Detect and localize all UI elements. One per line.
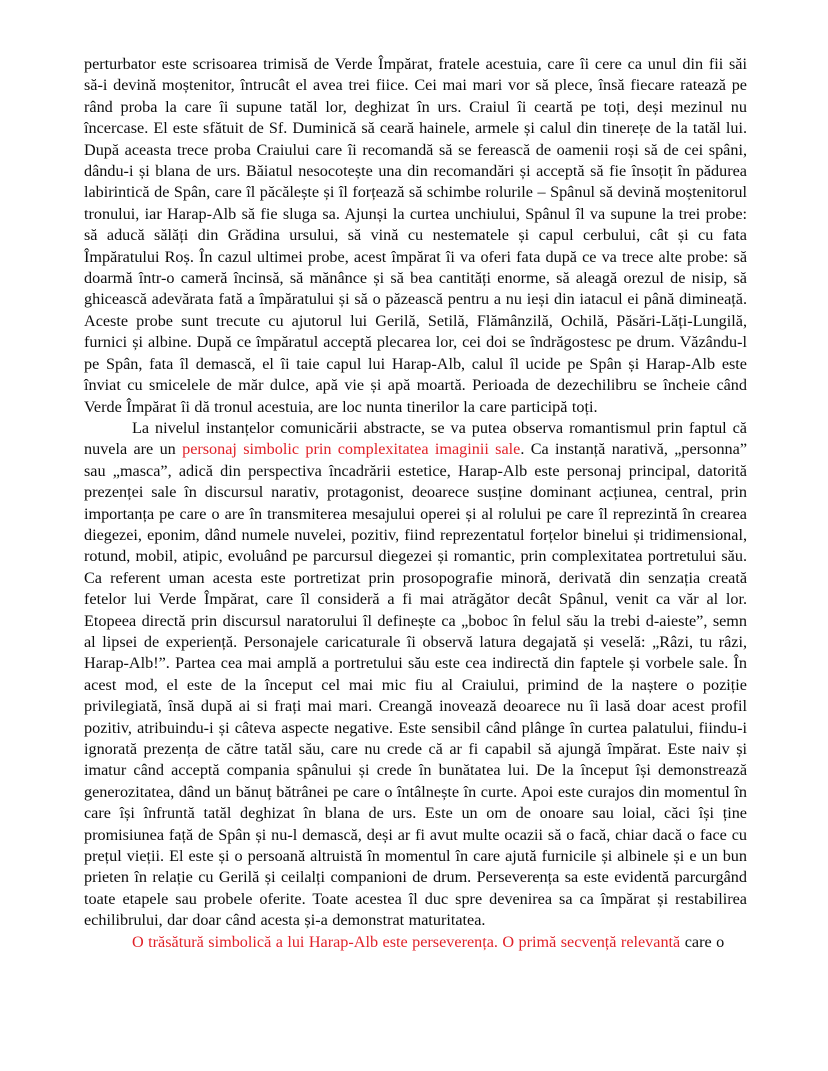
paragraph: [84, 932, 747, 953]
paragraph: [84, 54, 747, 418]
body-text: . Ca instanță narativă, „personna” sau „masca”, adică din perspectiva încadrării estetice, Harap-Alb este personaj principal, datorită prezenței sale în discursul narativ, protagonist, deoarece susține dominant acțiunea, central, prin importanța pe care o are în transmiterea mesajului operei și al rolului pe care îl reprezintă în crearea diegezei, eponim, dând numele nuvelei, pozitiv, fiind reprezentatul forțelor binelui și tridimensional, rotund, mobil, atipic, evoluând pe parcursul diegezei și romantic, prin complexitatea portretului său. Ca referent uman acesta este portretizat prin prosopografie minoră, derivată din senzația creată fetelor lui Verde Împărat, care îl consideră a fi mai atrăgător decât Spânul, venit ca văr al lor. Etopeea directă prin discursul naratorului îl definește ca „boboc în felul său la trebi d-aieste”, semn al lipsei de experiență. Personajele caricaturale îi observă latura degajată și veselă: „Râzi, tu râzi, Harap-Alb!”. Partea cea mai amplă a portretului său este cea indirectă din faptele și vorbele sale. În acest mod, el este de la început cel mai mic fiu al Craiului, primind de la naștere o poziție privilegiată, însă după ai si frați mai mari. Creangă inovează deoarece nu îi lasă doar acest profil pozitiv, atribuindu-i și câteva aspecte negative. Este sensibil când plânge în curtea palatului, fiindu-i ignorată prezența de către tatăl său, care nu crede că ar fi capabil să ajungă împărat. Este naiv și imatur când acceptă compania spânului și crede în bunătatea lui. De la început își demonstrează generozitatea, dând un bănuț bătrânei pe care o întâlnește în curte. Apoi este curajos din momentul în care își înfruntă tatăl deghizat în blana de urs. Este un om de onoare sau loial, căci își ține promisiunea față de Spân și nu-l demască, deși ar fi avut multe ocazii să o facă, chiar dacă o face cu prețul vieții. El este și o persoană altruistă în momentul în care ajută furnicile și albinele și e un bun prieten în relație cu Gerilă și ceilalți companioni de drum. Perseverența sa este evidentă parcurgând toate etapele sau probele oferite. Toate acestea îl duc spre devenirea sa ca împărat și restabilirea echilibrului, dar doar când acesta și-a demonstrat maturitatea.: [84, 440, 748, 930]
highlighted-text: O trăsătură simbolică a lui Harap-Alb este perseverența. O primă secvență relevantă: [132, 932, 681, 951]
paragraph: [84, 418, 747, 932]
body-text: perturbator este scrisoarea trimisă de Verde Împărat, fratele acestuia, care îi cere ca unul din fii săi să-i devină moștenitor, întrucât el avea trei fiice. Cei mai mari vor să plece, însă fiecare ratează pe rând proba la care îi supune tatăl lor, deghizat în urs. Craiul îi ceartă pe toți, deși mezinul nu încercase. El este sfătuit de Sf. Duminică să ceară hainele, armele și calul din tinerețe de la tatăl lui. După aceasta trece proba Craiului care îi recomandă să se ferească de oamenii roși să de cei spâni, dându-i și blana de urs. Băiatul nesocotește una din recomandări și acceptă să fie însoțit în pădurea labirintică de Spân, care îl păcălește și îl forțează să schimbe rolurile – Spânul să devină moștenitorul tronului, iar Harap-Alb să fie sluga sa. Ajunși la curtea unchiului, Spânul îl va supune la trei probe: să aducă sălăți din Grădina ursului, să vină cu nestematele și capul cerbului, cât și cu fata Împăratului Roș. În cazul ultimei probe, acest împărat îi va oferi fata după ce va trece alte probe: să doarmă într-o cameră încinsă, să mănânce și să bea cantități enorme, să aleagă orezul de nisip, să ghicească adevărata fată a împăratului și să o păzească pentru a nu ieși din iatacul ei până dimineață. Aceste probe sunt trecute cu ajutorul lui Gerilă, Setilă, Flămânzilă, Ochilă, Păsări-Lăți-Lungilă, furnici și albine. După ce împăratul acceptă plecarea lor, cei doi se îndrăgostesc pe drum. Văzându-l pe Spân, fata îl demască, el îi taie capul lui Harap-Alb, calul îl ucide pe Spân și Harap-Alb este înviat cu smicelele de măr dulce, apă vie și apă moartă. Perioada de dezechilibru se încheie când Verde Împărat îi dă tronul acestuia, are loc nunta tinerilor la care participă toți.: [84, 55, 747, 416]
highlighted-text: personaj simbolic prin complexitatea imaginii sale: [182, 440, 521, 459]
body-text: care o: [680, 932, 725, 951]
body-text: La nivelul instanțelor comunicării abstracte, se va putea observa romantismul prin faptul că nuvela are un: [84, 418, 747, 459]
document-body: [84, 54, 747, 953]
